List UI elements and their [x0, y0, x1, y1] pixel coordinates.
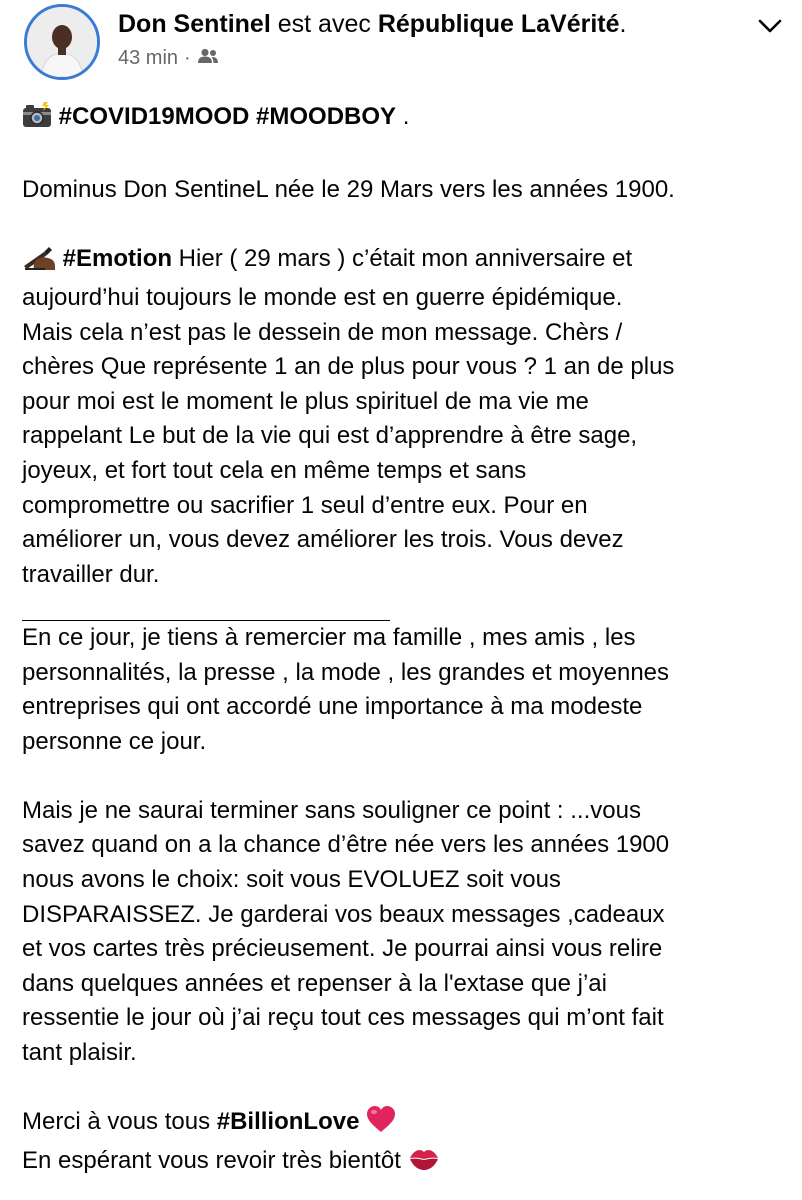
author-name[interactable]: Don Sentinel — [118, 10, 271, 38]
post-timestamp[interactable]: 43 min — [118, 47, 179, 69]
closing-line: savez quand on a la chance d’être née vers les années 1900 — [22, 831, 670, 859]
emotion-line: compromettre ou sacrifier 1 seul d’entre eux. Pour en — [22, 491, 588, 519]
thanks-line: personnalités, la presse , la mode , les grandes et moyennes — [22, 658, 670, 686]
spacer — [22, 208, 790, 243]
emotion-line: chères Que représente 1 an de plus pour vous ? 1 an de plus — [22, 353, 675, 381]
avatar-photo — [27, 7, 97, 77]
with-text: est avec — [277, 10, 371, 38]
thanks-line: personne ce jour. — [22, 727, 207, 755]
chevron-down-icon[interactable] — [756, 12, 784, 40]
spacer — [22, 139, 790, 174]
emotion-first-line — [22, 242, 790, 281]
closing-line: ressentie le jour où j’ai reçu tout ces messages qui m’ont fait — [22, 1004, 664, 1032]
post-header — [0, 0, 802, 90]
closing-line: nous avons le choix: soit vous EVOLUEZ soit vous — [22, 866, 561, 894]
intro-suffix: . — [396, 103, 410, 130]
red-heart-icon — [366, 1105, 396, 1144]
post-meta — [118, 45, 219, 71]
post-author-line — [118, 8, 626, 40]
billionlove-hashtag[interactable]: #BillionLove — [216, 1108, 360, 1136]
birth-line: Dominus Don SentineL née le 29 Mars vers les années 1900. — [22, 176, 675, 204]
emotion-line: pour moi est le moment le plus spirituel de ma vie me — [22, 387, 589, 415]
writing-hand-icon — [22, 242, 56, 281]
spacer — [22, 759, 790, 794]
emotion-line: travailler dur. — [22, 560, 160, 588]
last-line-text: En espérant vous revoir très bientôt — [22, 1146, 408, 1174]
author-avatar[interactable] — [24, 4, 100, 80]
emotion-line: rappelant Le but de la vie qui est d’apprendre à être sage, — [22, 422, 638, 450]
closing-line: DISPARAISSEZ. Je garderai vos beaux messages ,cadeaux — [22, 900, 665, 928]
camera-flash-icon — [22, 102, 52, 139]
closing-line: tant plaisir. — [22, 1039, 137, 1067]
thanks-line: entreprises qui ont accordé une importance à ma modeste — [22, 693, 643, 721]
spacer — [22, 1071, 790, 1106]
header-period: . — [619, 10, 627, 38]
closing-line: Mais je ne saurai terminer sans souligner ce point : ...vous — [22, 796, 641, 824]
emotion-line-0: Hier ( 29 mars ) c’était mon anniversaire et — [172, 245, 633, 273]
intro-line — [22, 100, 790, 139]
closing-line: dans quelques années et repenser à la l'extase que j’ai — [22, 969, 607, 997]
friends-icon[interactable] — [197, 45, 219, 71]
last-line — [22, 1144, 790, 1183]
meta-separator: · — [184, 47, 191, 69]
merci-text: Merci à vous tous — [22, 1108, 217, 1136]
emotion-line: Mais cela n’est pas le dessein de mon message. Chèrs / — [22, 318, 623, 346]
kiss-mark-icon — [408, 1146, 440, 1183]
emotion-line: aujourd’hui toujours le monde est en guerre épidémique. — [22, 283, 623, 311]
closing-line: et vos cartes très précieusement. Je pourrai ainsi vous relire — [22, 935, 663, 963]
emotion-line: joyeux, et fort tout cela en même temps et sans — [22, 456, 527, 484]
post-body — [22, 100, 790, 1182]
emotion-line: améliorer un, vous devez améliorer les trois. Vous devez — [22, 526, 624, 554]
intro-hashtags[interactable]: #COVID19MOOD #MOODBOY — [58, 103, 397, 130]
tagged-page-name[interactable]: République LaVérité — [377, 10, 620, 38]
emotion-hashtag[interactable]: #Emotion — [62, 245, 173, 273]
merci-line — [22, 1105, 790, 1144]
thanks-line: En ce jour, je tiens à remercier ma famille , mes amis , les — [22, 623, 636, 651]
